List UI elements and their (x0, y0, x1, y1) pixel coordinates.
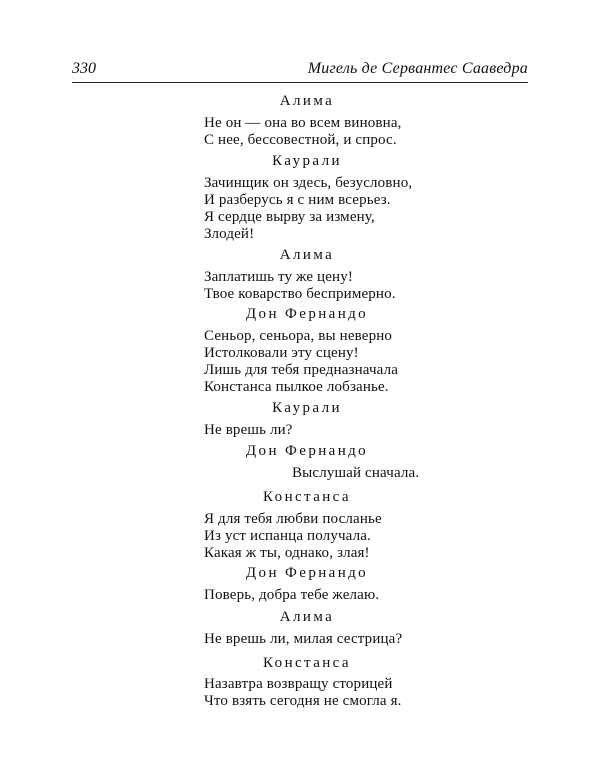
running-head: Мигель де Сервантес Сааведра (307, 60, 528, 77)
speaker-name: Дон Фернандо (245, 565, 369, 581)
speaker-name: Дон Фернандо (245, 443, 369, 459)
verse-line: Не он — она во всем виновна, (204, 115, 402, 131)
verse-line: Заплатишь ту же цену! (204, 269, 354, 285)
verse-line: Констанса пылкое лобзанье. (204, 379, 389, 395)
verse-line: Поверь, добра тебе желаю. (204, 587, 380, 603)
verse-line: Не врешь ли, милая сестрица? (204, 631, 403, 647)
speaker-name: Констанса (263, 655, 351, 671)
verse-line: Какая ж ты, однако, злая! (204, 545, 370, 561)
verse-line: С нее, бессовестной, и спрос. (204, 132, 397, 148)
verse-line: Истолковали эту сцену! (204, 345, 359, 361)
verse-line: И разберусь я с ним всерьез. (204, 192, 391, 208)
verse-line: Я для тебя любви посланье (204, 511, 382, 527)
speaker-name: Каурали (272, 400, 342, 416)
verse-line: Зачинщик он здесь, безусловно, (204, 175, 413, 191)
speaker-name: Дон Фернандо (245, 306, 369, 322)
speaker-name: Констанса (263, 489, 351, 505)
speaker-name: Алима (279, 93, 335, 109)
verse-line: Не врешь ли? (204, 422, 293, 438)
verse-line: Лишь для тебя предназначала (204, 362, 399, 378)
speaker-name: Алима (279, 609, 335, 625)
page-number: 330 (72, 60, 96, 77)
verse-line: Назавтра возвращу сторицей (204, 676, 393, 692)
page-header (72, 58, 528, 83)
verse-line: Выслушай сначала. (292, 465, 420, 481)
verse-line: Из уст испанца получала. (204, 528, 371, 544)
speaker-name: Алима (279, 247, 335, 263)
verse-line: Сеньор, сеньора, вы неверно (204, 328, 393, 344)
verse-line: Злодей! (204, 226, 255, 242)
verse-line: Я сердце вырву за измену, (204, 209, 375, 225)
verse-line: Что взять сегодня не смогла я. (204, 693, 402, 709)
speaker-name: Каурали (272, 153, 342, 169)
verse-line: Твое коварство беспримерно. (204, 286, 396, 302)
